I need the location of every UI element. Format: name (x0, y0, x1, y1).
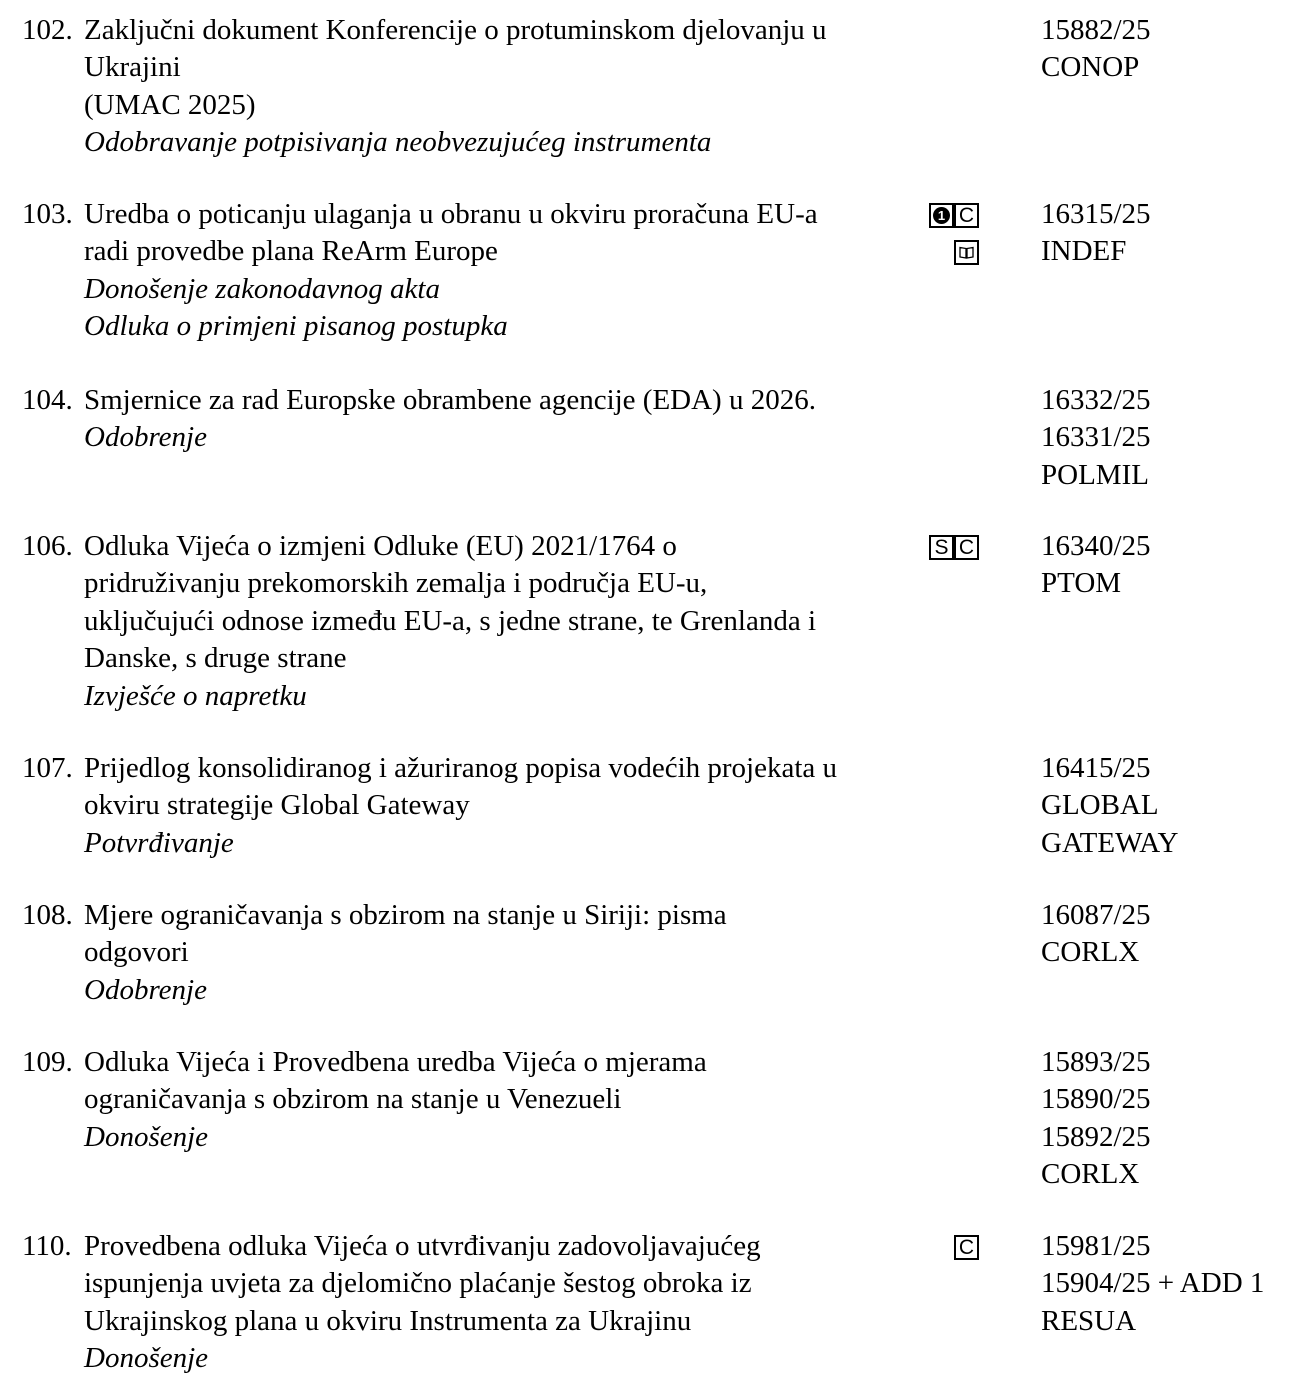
item-body (84, 897, 914, 1009)
item-body (84, 750, 914, 862)
item-title-line: Mjere ograničavanja s obzirom na stanje u Siriji: pisma (84, 899, 727, 931)
item-body (84, 528, 914, 715)
document-reference: 16340/25 (1041, 530, 1151, 562)
document-reference: CORLX (1041, 1158, 1140, 1191)
c-marker-icon: C (954, 535, 979, 560)
document-reference: 15904/25 + ADD 1 (1041, 1267, 1265, 1300)
document-reference: RESUA (1041, 1304, 1137, 1337)
item-action: Donošenje (84, 1120, 209, 1153)
item-references (1041, 12, 1291, 87)
document-reference: 16315/25 (1041, 198, 1151, 230)
item-number: 102. (22, 14, 73, 46)
item-title-line: odgovori (84, 936, 189, 969)
item-title-line: pridruživanju prekomorskih zemalja i područja EU-u, (84, 567, 708, 600)
item-references (1041, 750, 1291, 862)
item-action: Odobrenje (84, 421, 207, 454)
item-flags (920, 1228, 1020, 1318)
item-references (1041, 1044, 1291, 1194)
document-reference: 15981/25 (1041, 1230, 1151, 1262)
item-body (84, 12, 914, 162)
item-references (1041, 196, 1291, 271)
item-number: 108. (22, 899, 73, 931)
item-action: Odobrenje (84, 973, 207, 1006)
item-title-line: Zaključni dokument Konferencije o protuminskom djelovanju u (84, 14, 827, 46)
item-body (84, 382, 914, 457)
document-reference: 16087/25 (1041, 899, 1151, 931)
item-title-line: Ukrajini (84, 51, 181, 84)
item-number: 109. (22, 1046, 73, 1078)
item-title-line: Smjernice za rad Europske obrambene agencije (EDA) u 2026. (84, 384, 816, 416)
document-reference: CONOP (1041, 51, 1140, 84)
item-references (1041, 382, 1291, 494)
document-reference: INDEF (1041, 235, 1127, 268)
item-title-line: ograničavanja s obzirom na stanje u Venezueli (84, 1083, 622, 1116)
item-action: Potvrđivanje (84, 826, 234, 859)
document-reference: PTOM (1041, 567, 1122, 600)
item-title-line: Provedbena odluka Vijeća o utvrđivanju zadovoljavajućeg (84, 1230, 761, 1262)
item-body (84, 1228, 914, 1378)
item-body (84, 196, 914, 346)
item-references (1041, 897, 1291, 972)
item-title-line: okviru strategije Global Gateway (84, 789, 470, 822)
book-icon-glyph (959, 246, 974, 259)
document-reference: GATEWAY (1041, 826, 1179, 859)
item-flags (920, 196, 1020, 286)
item-number: 104. (22, 384, 73, 416)
document-reference: 16331/25 (1041, 421, 1151, 454)
document-reference: 15890/25 (1041, 1083, 1151, 1116)
item-action: Donošenje zakonodavnog akta (84, 272, 440, 305)
item-title-line: Odluka Vijeća o izmjeni Odluke (EU) 2021/1764 o (84, 530, 677, 562)
document-reference: 15892/25 (1041, 1120, 1151, 1153)
item-references (1041, 1228, 1291, 1340)
item-action: Donošenje (84, 1342, 209, 1375)
item-action: Odluka o primjeni pisanog postupka (84, 310, 508, 343)
item-number: 103. (22, 198, 73, 230)
item-title-line: Danske, s druge strane (84, 642, 347, 675)
document-reference: 15882/25 (1041, 14, 1151, 46)
item-body (84, 1044, 914, 1156)
item-title-line: Prijedlog konsolidiranog i ažuriranog popisa vodećih projekata u (84, 752, 838, 784)
book-icon (954, 240, 979, 265)
item-title-line: Uredba o poticanju ulaganja u obranu u okviru proračuna EU-a (84, 198, 818, 230)
item-title-line: uključujući odnose između EU-a, s jedne strane, te Grenlanda i (84, 604, 817, 637)
item-title-line: ispunjenja uvjeta za djelomično plaćanje šestog obroka iz (84, 1267, 752, 1300)
document-reference: 16332/25 (1041, 384, 1151, 416)
item-title-line: Ukrajinskog plana u okviru Instrumenta za Ukrajinu (84, 1304, 692, 1337)
first-reading-icon: 1 (929, 203, 954, 228)
item-title-line: radi provedbe plana ReArm Europe (84, 235, 498, 268)
s-marker-icon: S (929, 535, 954, 560)
c-marker-icon: C (954, 203, 979, 228)
item-number: 107. (22, 752, 73, 784)
document-reference: CORLX (1041, 936, 1140, 969)
item-action: Odobravanje potpisivanja neobvezujućeg instrumenta (84, 126, 712, 159)
document-reference: GLOBAL (1041, 789, 1159, 822)
document-reference: POLMIL (1041, 458, 1149, 491)
document-reference: 16415/25 (1041, 752, 1151, 784)
c-marker-icon: C (954, 1235, 979, 1260)
item-title-line: Odluka Vijeća i Provedbena uredba Vijeća o mjerama (84, 1046, 707, 1078)
item-number: 106. (22, 530, 73, 562)
document-reference: 15893/25 (1041, 1046, 1151, 1078)
item-references (1041, 528, 1291, 603)
item-action: Izvješće o napretku (84, 679, 307, 712)
item-number: 110. (22, 1230, 72, 1262)
item-flags (920, 528, 1020, 618)
item-title-line: (UMAC 2025) (84, 88, 256, 121)
